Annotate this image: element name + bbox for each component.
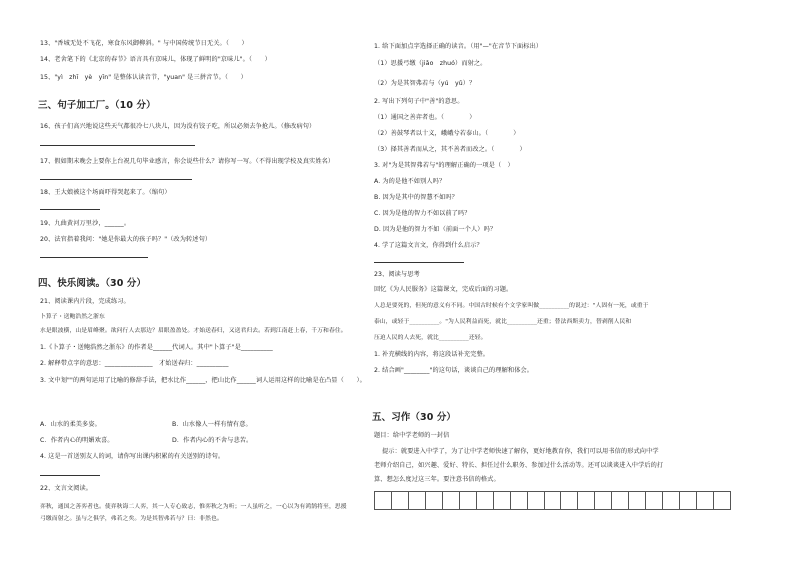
- grid-cell[interactable]: [443, 491, 460, 510]
- question-15: 15、"yì zhī yè yīn" 是整体认读音节，"yuan" 是三拼音节。（ ）: [40, 74, 247, 81]
- question-23-intro: 回忆《为人民服务》这篇课文，完成后面的习题。: [374, 286, 513, 293]
- question-21: 21、阅读课内片段，完成练习。: [40, 298, 130, 305]
- grid-cell[interactable]: [629, 491, 646, 510]
- question-23-1: 1. 补充横线的内容，将这段话补充完整。: [374, 351, 490, 358]
- passage-line-3: 压迫人民的人去死，就比__________还轻。: [374, 335, 487, 341]
- grid-cell[interactable]: [545, 491, 562, 510]
- passage-line-2: 泰山，或轻于__________。"为人民利益而死，就比__________还重；替法西斯卖力，替剥削人民和: [374, 319, 632, 325]
- passage-line-1: 人总是要死的，但死的意义有不同。中国古时候有个文学家叫做__________的说过："人固有一死，或重于: [374, 303, 649, 309]
- section-4-heading: 四、快乐阅读。（30 分）: [38, 278, 147, 289]
- r-question-1: 1. 给下面加点字选择正确的读音。（用"—"在音节下面标出）: [374, 43, 543, 50]
- grid-cell[interactable]: [578, 491, 595, 510]
- essay-prompt-1: 提示：就要进入中学了，为了让中学老师快速了解你，更好地教育你，我们可以用书信的形式向中学: [382, 448, 659, 455]
- section-3-heading: 三、句子加工厂。（10 分）: [38, 100, 156, 111]
- question-18: 18、王大娘被这个场面吓得哭起来了。（缩句）: [40, 189, 171, 196]
- grid-cell[interactable]: [392, 491, 409, 510]
- question-21-4: 4. 这是一首送别友人的词，请你写出课内积累的有关送别的诗句。: [40, 453, 225, 460]
- grid-cell[interactable]: [409, 491, 426, 510]
- question-23: 23、阅读与思考: [374, 271, 420, 278]
- section-5-heading: 五、习作（30 分）: [372, 412, 457, 423]
- essay-prompt-3: 算、想怎么度过这三年。要注意书信的格式。: [374, 476, 500, 483]
- question-19: 19、九曲黄河万里沙，______。: [40, 220, 131, 227]
- answer-line: [374, 262, 464, 263]
- grid-cell[interactable]: [494, 491, 511, 510]
- question-16: 16、孩子们高兴地说这些天气都很冷七八块儿，因为没有饺子吃，所以必须去争抢儿。（修改病句）: [40, 123, 316, 130]
- poem-text: 水是眼波横，山是眉峰聚。欲问行人去那边？眉眼盈盈处。才始送春归，又送君归去。若到江南赶上春，千万和春住。: [40, 328, 347, 334]
- essay-prompt-2: 老师介绍自己，如兴趣、爱好、特长、担任过什么职务、参加过什么活动等。还可以谈谈进入中学后的打: [374, 462, 664, 469]
- grid-cell[interactable]: [680, 491, 697, 510]
- grid-cell[interactable]: [528, 491, 545, 510]
- answer-line: [40, 257, 148, 258]
- r-question-2a: （1）通国之善弈者也。（ ）: [374, 114, 476, 121]
- option-b: B．山水像人一样有情有意。: [172, 421, 252, 428]
- classical-text: 弈秋，通国之善弈者也。使弈秋诲二人弈，其一人专心致志，惟弈秋之为听；一人虽听之，一心以为有鸿鹄将至，思援弓缴而射之。虽与之俱学，弗若之矣。为是其智弗若与？曰：非然也。: [40, 504, 347, 522]
- question-20: 20、法官指着我问："她是你最大的孩子吗？"（改为转述句）: [40, 236, 212, 243]
- grid-cell[interactable]: [426, 491, 443, 510]
- grid-cell[interactable]: [511, 491, 528, 510]
- grid-cell[interactable]: [477, 491, 494, 510]
- r-question-3: 3. 对"为是其智弗若与"的理解正确的一项是（ ）: [374, 162, 514, 169]
- r-question-2c: （3）择其善者而从之，其不善者而改之。（ ）: [374, 146, 526, 153]
- grid-cell[interactable]: [561, 491, 578, 510]
- grid-cell[interactable]: [663, 491, 680, 510]
- question-13: 13、"香城无处不飞花，寒食东风御柳斜。" 与中国传统节日无关。（ ）: [40, 40, 248, 47]
- answer-line: [40, 179, 192, 180]
- writing-grid[interactable]: [374, 491, 731, 510]
- grid-cell[interactable]: [595, 491, 612, 510]
- r-question-2: 2. 写出下列句子中"善"的意思。: [374, 98, 464, 105]
- poem-title: 卜算子・送鲍浩然之浙东: [40, 314, 105, 320]
- r-option-a: A. 为的是他不如别人吗？: [374, 178, 446, 185]
- option-c: C．作者内心的明媚欢喜。: [40, 437, 114, 444]
- question-23-2: 2. 结合画"________"的这句话，谈谈自己的理解和体会。: [374, 367, 534, 374]
- r-option-d: D. 因为是他的智力不如（前面一个人）吗？: [374, 226, 497, 233]
- grid-cell[interactable]: [697, 491, 714, 510]
- grid-cell[interactable]: [612, 491, 629, 510]
- essay-title: 题目：给中学老师的一封信: [374, 432, 450, 439]
- question-17: 17、假如期末晚会上要你上台祝几句毕业感言，你会说些什么？请你写一写。（不得出现学校及真实姓名）: [40, 158, 335, 165]
- question-14: 14、老舍笔下的《北京的春节》语言具有京味儿，体现了鲜明的"京味儿"。（ ）: [40, 56, 271, 63]
- question-21-3-line1: 3. 文中划""的两句运用了比喻的修辞手法，把水比作______，把山比作______词人运用这样的比喻是在凸显（ ）。: [40, 377, 366, 384]
- r-option-c: C. 因为是他的智力不如以前了吗？: [374, 210, 471, 217]
- option-a: A．山水的柔美多姿。: [40, 421, 101, 428]
- question-21-2: 2. 解释带点字的意思：_______________ 才始送春归：__________: [40, 360, 229, 367]
- r-question-4: 4. 学了这篇文言文，你得到什么启示？: [374, 242, 483, 249]
- question-21-1: 1.《卜算子・送鲍浩然之浙东》的作者是______代词人。其中"卜算子"是__________: [40, 344, 273, 351]
- answer-line: [40, 145, 195, 146]
- r-option-b: B. 因为是其中的智慧不如吗？: [374, 194, 458, 201]
- option-d: D．作者内心的不舍与悲苦。: [172, 437, 253, 444]
- r-question-2b: （2）善鼓琴者以十义，峨峨兮若泰山。（ ）: [374, 130, 520, 137]
- grid-cell[interactable]: [460, 491, 477, 510]
- answer-line: [40, 209, 100, 210]
- r-question-1a: （1）思援弓缴（jiǎo zhuó）而射之。: [374, 60, 487, 67]
- grid-cell[interactable]: [714, 491, 731, 510]
- grid-cell[interactable]: [374, 491, 392, 510]
- question-22: 22、文言文阅读。: [40, 485, 93, 492]
- answer-line: [40, 475, 100, 476]
- grid-cell[interactable]: [646, 491, 663, 510]
- r-question-1b: （2）为是其智弗若与（yú yǔ）？: [374, 80, 476, 87]
